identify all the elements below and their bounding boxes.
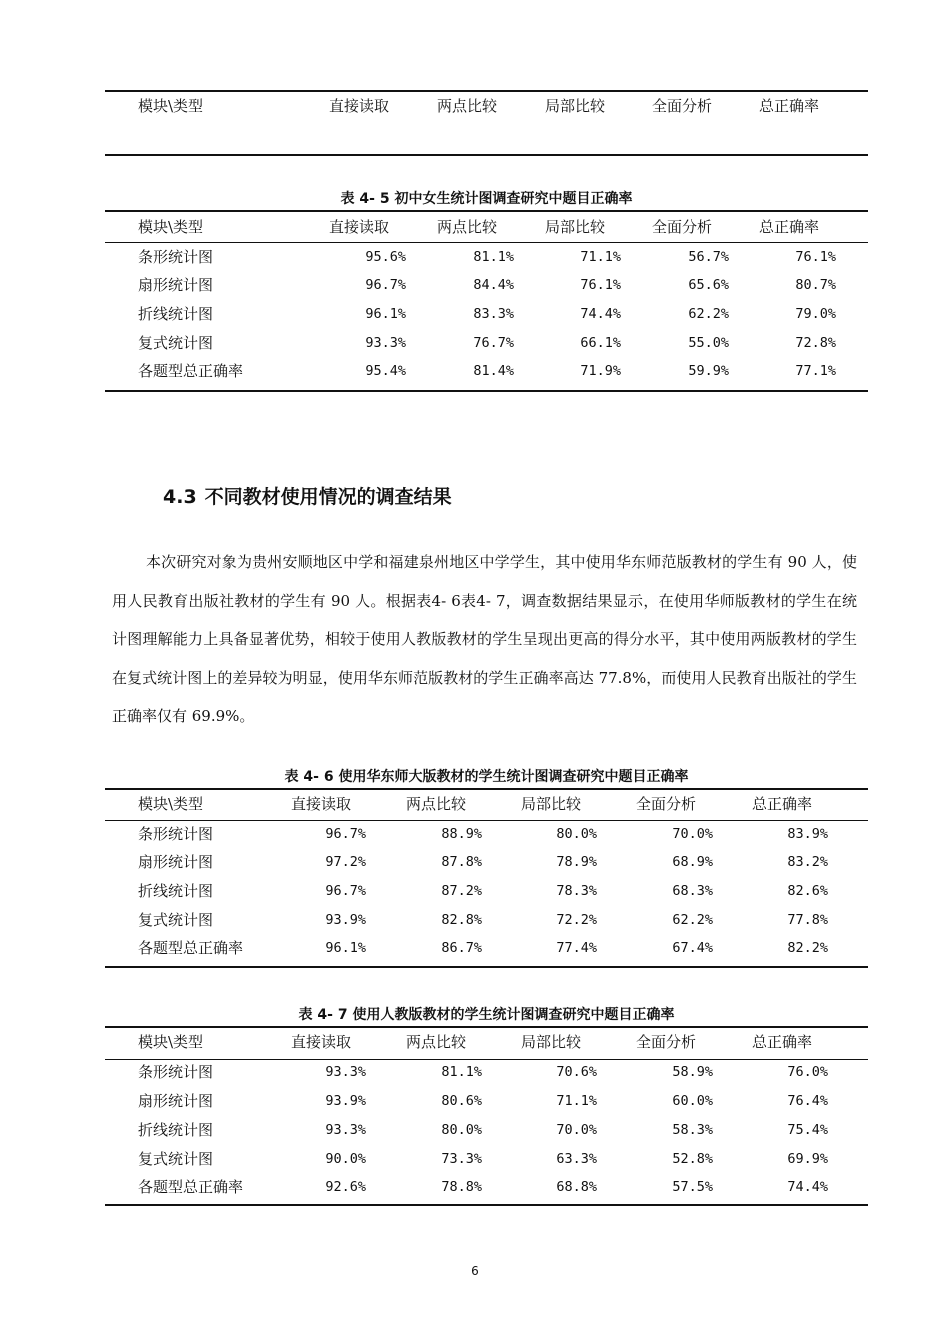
table-4-6 [105,788,868,968]
table-header-row [105,1028,868,1056]
value-cell: 78.8% [441,1179,482,1195]
value-cell: 80.0% [556,826,597,842]
value-cell: 56.7% [688,249,729,265]
row-label: 复式统计图 [138,1150,214,1168]
value-cell: 87.8% [441,854,482,870]
value-cell: 70.6% [556,1064,597,1080]
value-cell: 58.3% [672,1122,713,1138]
value-cell: 83.9% [787,826,828,842]
header-cell: 总正确率 [752,1033,813,1051]
value-cell: 78.3% [556,883,597,899]
value-cell: 86.7% [441,940,482,956]
value-cell: 63.3% [556,1151,597,1167]
value-cell: 70.0% [556,1122,597,1138]
paragraph: 本次研究对象为贵州安顺地区中学和福建泉州地区中学学生，其中使用华东师范版教材的学生有 90 人，使用人民教育出版社教材的学生有 90 人。根据表4- 6表4- 7，调查数据结果显示，在使用华师版教材的学生在统计图理解能力上具备显著优势，相较于使用人教版教材的学生呈现出更高的得分水平，其中使用两版教材的学生在复式统计图上的差异较为明显，使用华东师范版教材的学生正确率高达 77.8%，而使用人民教育出版社的学生正确率仅有 69.9%。 [112,553,857,725]
value-cell: 82.6% [787,883,828,899]
value-cell: 68.8% [556,1179,597,1195]
value-cell: 93.9% [325,912,366,928]
value-cell: 68.9% [672,854,713,870]
value-cell: 96.7% [325,826,366,842]
value-cell: 57.5% [672,1179,713,1195]
value-cell: 76.0% [787,1064,828,1080]
value-cell: 55.0% [688,335,729,351]
table-row [105,1145,868,1173]
value-cell: 93.9% [325,1093,366,1109]
header-cell: 直接读取 [291,795,352,813]
header-cell: 局部比较 [521,795,582,813]
value-cell: 95.6% [365,249,406,265]
table-row [105,357,868,385]
value-cell: 96.7% [325,883,366,899]
header-cell: 全面分析 [652,218,713,236]
value-cell: 76.4% [787,1093,828,1109]
value-cell: 77.1% [795,363,836,379]
value-cell: 71.1% [580,249,621,265]
header-cell: 两点比较 [406,1033,467,1051]
value-cell: 81.4% [473,363,514,379]
row-label: 各题型总正确率 [138,362,244,380]
value-cell: 59.9% [688,363,729,379]
value-cell: 95.4% [365,363,406,379]
value-cell: 80.6% [441,1093,482,1109]
row-label: 扇形统计图 [138,276,214,294]
row-label: 条形统计图 [138,248,214,266]
header-cell: 全面分析 [652,97,713,115]
section-number: 4.3 [163,486,197,508]
value-cell: 92.6% [325,1179,366,1195]
table-row [105,1116,868,1144]
header-cell: 两点比较 [437,97,498,115]
value-cell: 72.8% [795,335,836,351]
value-cell: 88.9% [441,826,482,842]
value-cell: 87.2% [441,883,482,899]
row-label: 折线统计图 [138,882,214,900]
header-cell: 两点比较 [406,795,467,813]
table-row [105,329,868,357]
table-row [105,877,868,905]
header-cell: 模块\类型 [138,1033,204,1051]
table-caption: 表 4- 7 使用人教版教材的学生统计图调查研究中题目正确率 [298,1007,675,1023]
value-cell: 93.3% [325,1064,366,1080]
table-row [105,848,868,876]
header-cell: 模块\类型 [138,97,204,115]
row-label: 折线统计图 [138,305,214,323]
value-cell: 83.3% [473,306,514,322]
value-cell: 74.4% [580,306,621,322]
table-header-row [105,213,868,241]
header-cell: 总正确率 [759,97,820,115]
value-cell: 60.0% [672,1093,713,1109]
value-cell: 96.1% [325,940,366,956]
table-header-row [105,92,868,120]
value-cell: 68.3% [672,883,713,899]
header-cell: 直接读取 [329,218,390,236]
value-cell: 52.8% [672,1151,713,1167]
table-row [105,906,868,934]
value-cell: 62.2% [688,306,729,322]
header-cell: 总正确率 [752,795,813,813]
value-cell: 71.9% [580,363,621,379]
row-label: 扇形统计图 [138,853,214,871]
header-cell: 全面分析 [636,795,697,813]
value-cell: 81.1% [441,1064,482,1080]
table-row [105,271,868,299]
value-cell: 72.2% [556,912,597,928]
value-cell: 90.0% [325,1151,366,1167]
value-cell: 93.3% [365,335,406,351]
row-label: 各题型总正确率 [138,939,244,957]
value-cell: 77.4% [556,940,597,956]
value-cell: 79.0% [795,306,836,322]
header-cell: 局部比较 [545,218,606,236]
value-cell: 58.9% [672,1064,713,1080]
row-label: 条形统计图 [138,1063,214,1081]
continued-table [105,90,868,156]
header-cell: 直接读取 [291,1033,352,1051]
value-cell: 73.3% [441,1151,482,1167]
header-cell: 局部比较 [521,1033,582,1051]
table-caption: 表 4- 5 初中女生统计图调查研究中题目正确率 [340,191,633,207]
value-cell: 67.4% [672,940,713,956]
value-cell: 76.7% [473,335,514,351]
table-row [105,1087,868,1115]
value-cell: 69.9% [787,1151,828,1167]
value-cell: 84.4% [473,277,514,293]
value-cell: 80.0% [441,1122,482,1138]
value-cell: 93.3% [325,1122,366,1138]
value-cell: 62.2% [672,912,713,928]
value-cell: 75.4% [787,1122,828,1138]
value-cell: 97.2% [325,854,366,870]
value-cell: 83.2% [787,854,828,870]
table-row [105,1058,868,1086]
header-cell: 两点比较 [437,218,498,236]
value-cell: 78.9% [556,854,597,870]
header-cell: 直接读取 [329,97,390,115]
value-cell: 80.7% [795,277,836,293]
row-label: 各题型总正确率 [138,1178,244,1196]
row-label: 复式统计图 [138,911,214,929]
table-header-row [105,790,868,818]
section-heading [163,483,452,511]
value-cell: 82.8% [441,912,482,928]
header-cell: 总正确率 [759,218,820,236]
table-row [105,1173,868,1201]
value-cell: 71.1% [556,1093,597,1109]
row-label: 折线统计图 [138,1121,214,1139]
table-4-7 [105,1026,868,1206]
value-cell: 76.1% [795,249,836,265]
section-title: 不同教材使用情况的调查结果 [204,486,452,508]
value-cell: 65.6% [688,277,729,293]
value-cell: 76.1% [580,277,621,293]
table-row [105,243,868,271]
table-row [105,300,868,328]
value-cell: 70.0% [672,826,713,842]
row-label: 条形统计图 [138,825,214,843]
value-cell: 74.4% [787,1179,828,1195]
value-cell: 77.8% [787,912,828,928]
table-4-5 [105,210,868,392]
value-cell: 81.1% [473,249,514,265]
body-text [112,543,857,736]
value-cell: 66.1% [580,335,621,351]
header-cell: 局部比较 [545,97,606,115]
value-cell: 82.2% [787,940,828,956]
header-cell: 模块\类型 [138,218,204,236]
row-label: 复式统计图 [138,334,214,352]
value-cell: 96.7% [365,277,406,293]
table-caption: 表 4- 6 使用华东师大版教材的学生统计图调查研究中题目正确率 [284,769,689,785]
table-row [105,934,868,962]
header-cell: 全面分析 [636,1033,697,1051]
table-row [105,820,868,848]
page-number: 6 [471,1264,479,1278]
row-label: 扇形统计图 [138,1092,214,1110]
header-cell: 模块\类型 [138,795,204,813]
value-cell: 96.1% [365,306,406,322]
